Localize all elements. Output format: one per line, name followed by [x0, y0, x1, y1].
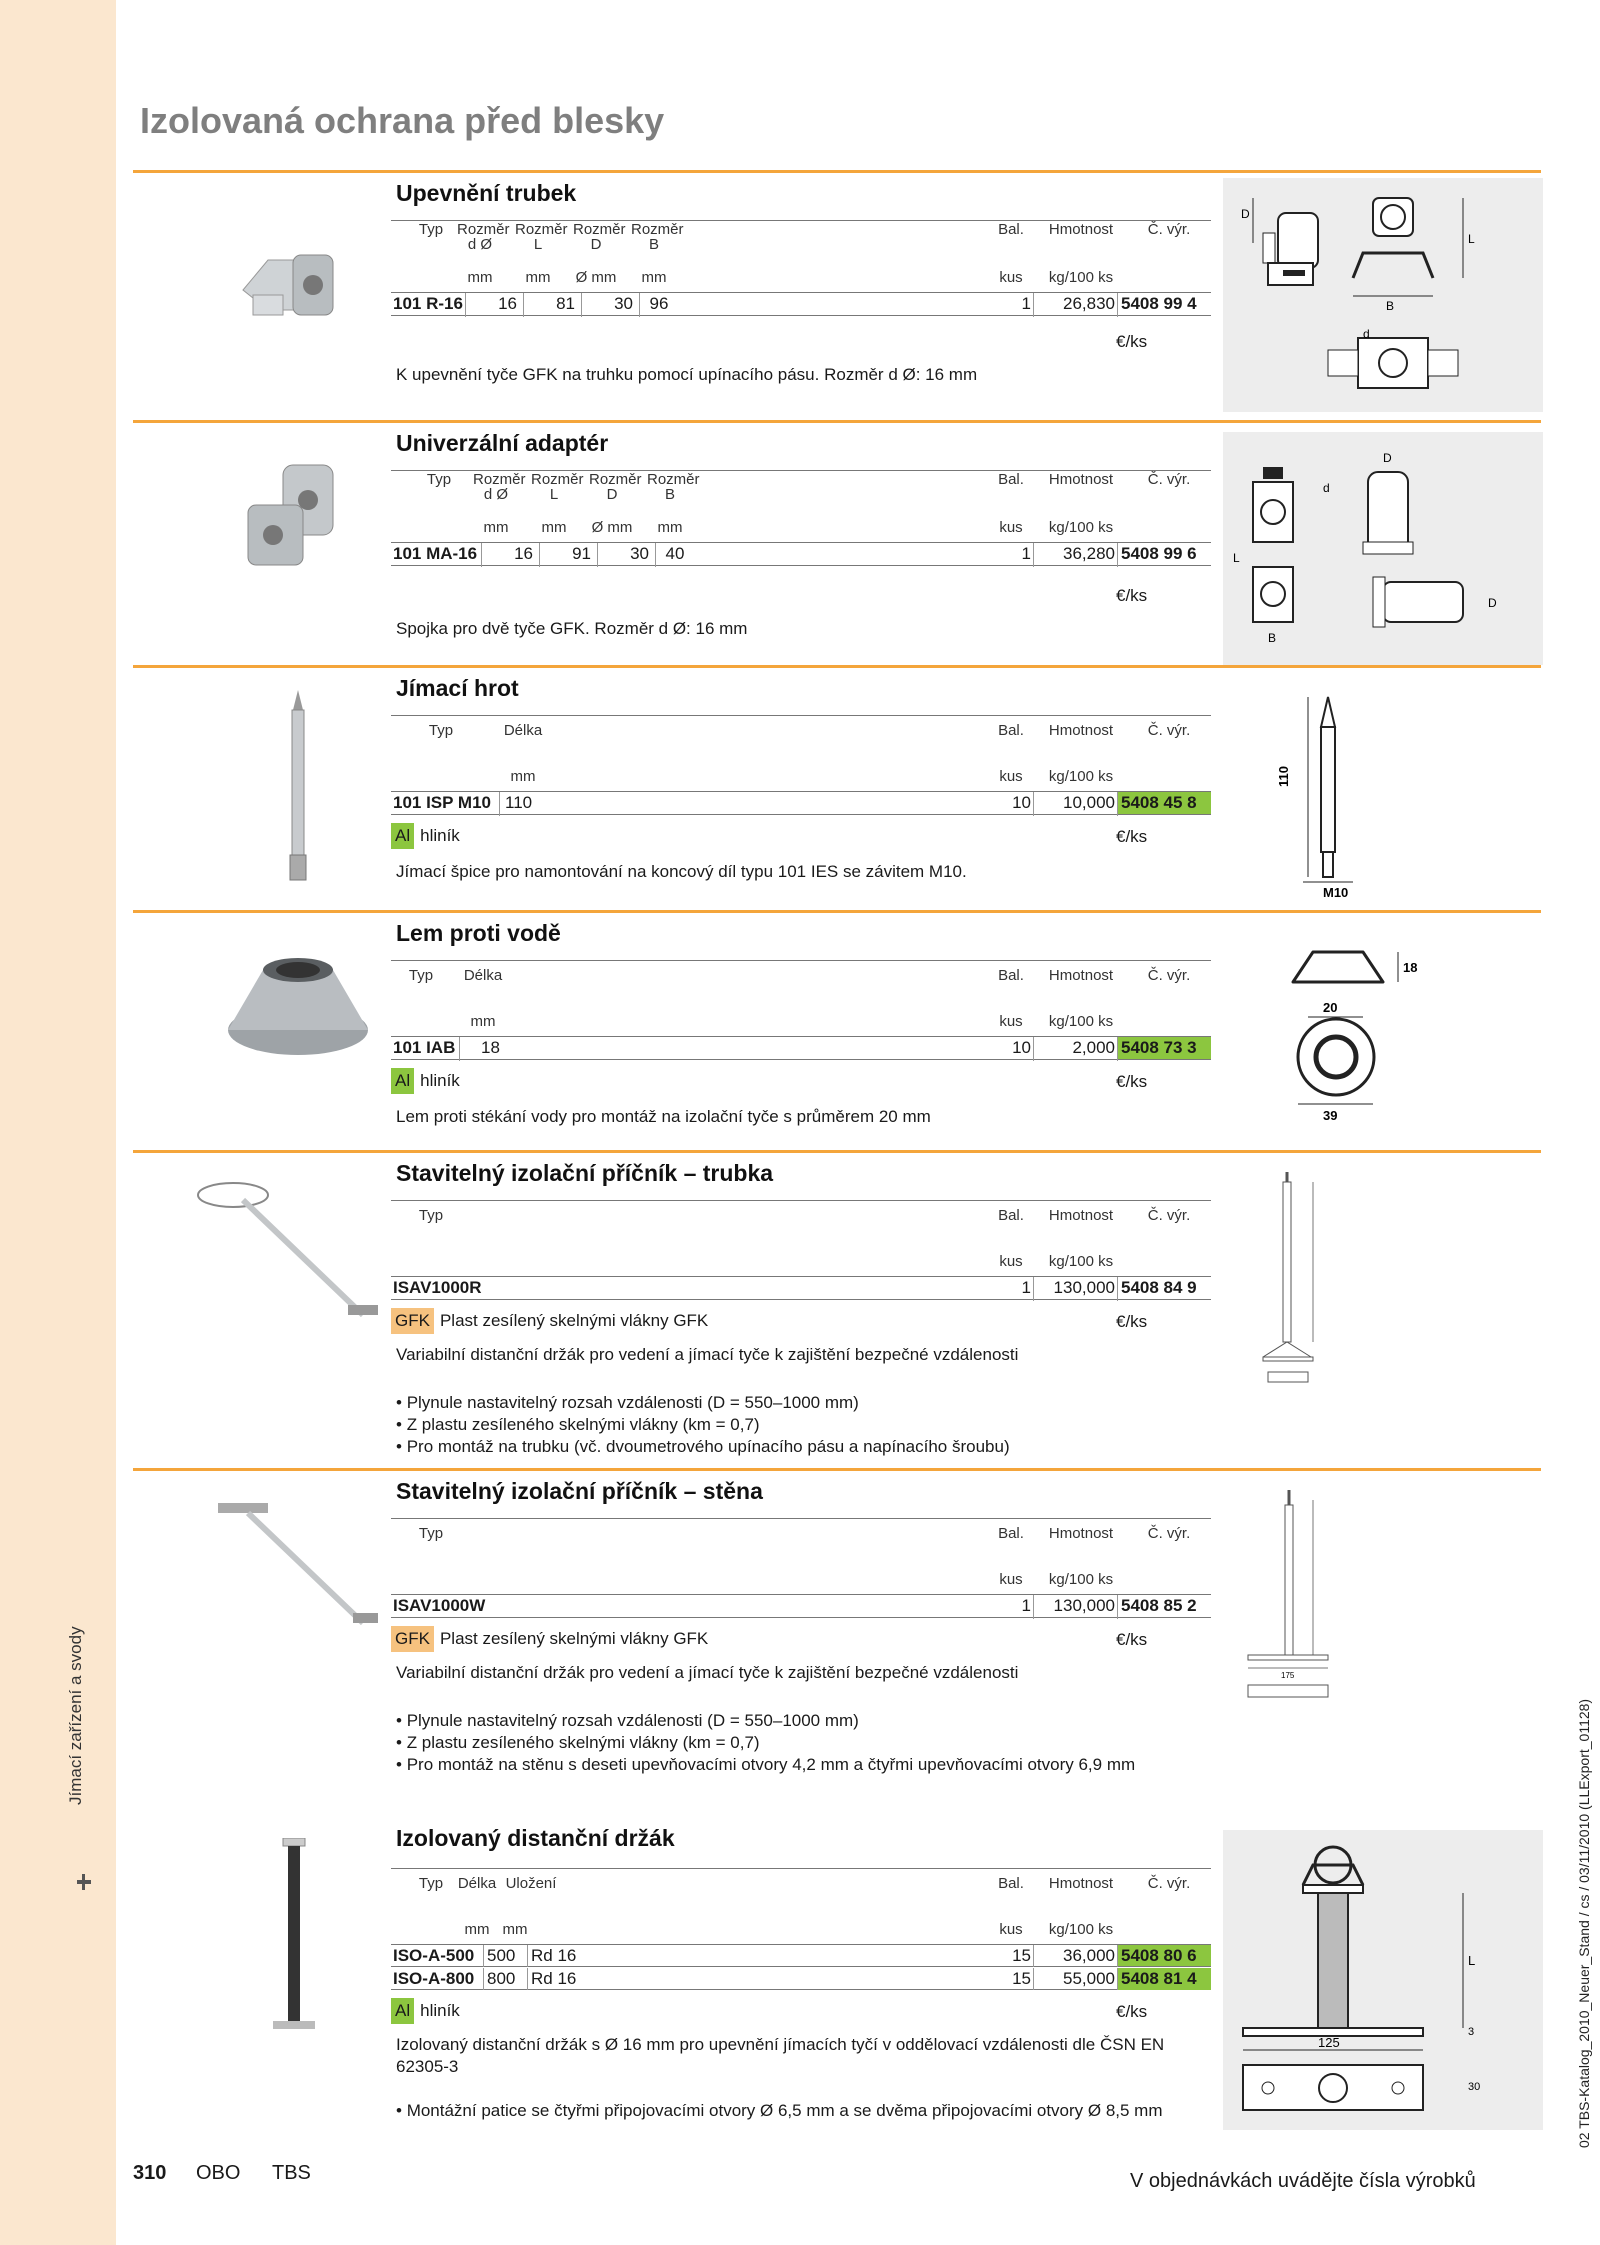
- technical-drawing: [1223, 677, 1543, 905]
- cell-pack: 10: [1012, 1038, 1031, 1057]
- cell-type: 101 R-16: [393, 294, 463, 313]
- section-title: Jímací hrot: [396, 675, 519, 701]
- cell-item-no: 5408 99 6: [1121, 544, 1197, 563]
- product-description: Variabilní distanční držák pro vedení a jímací tyče k zajištění bezpečné vzdálenosti: [396, 1345, 1019, 1364]
- section-title: Stavitelný izolační příčník – trubka: [396, 1160, 774, 1186]
- product-section-universal-adapter: [133, 420, 1541, 665]
- dim-label: 3: [1468, 2026, 1475, 2038]
- table-row: [391, 1968, 1211, 1990]
- cell-weight: 36,000: [1063, 1946, 1115, 1965]
- unit-weight: kg/100 ks: [1048, 1253, 1114, 1270]
- cell-pack: 1: [1021, 1278, 1031, 1297]
- material-name: Plast zesílený skelnými vlákny GFK: [439, 1629, 709, 1648]
- feature-item: • Pro montáž na stěnu s deseti upevňovacími otvory 4,2 mm a čtyřmi upevňovacími otvory 6,9 mm: [396, 1755, 1136, 1774]
- price-unit: €/ks: [1116, 332, 1148, 351]
- unit-mm: Ø mm: [575, 269, 617, 286]
- unit-mm: mm: [541, 519, 567, 536]
- price-unit: €/ks: [1116, 586, 1148, 605]
- dim-label: B: [1386, 299, 1395, 313]
- unit-kus: kus: [999, 1253, 1023, 1270]
- cell-width: 40: [665, 544, 685, 563]
- col-header-item-no: Č. výr.: [1147, 1875, 1191, 1892]
- dim-label: 175: [1281, 1671, 1295, 1680]
- col-header-type: Typ: [418, 221, 444, 238]
- col-header-weight: Hmotnost: [1048, 471, 1114, 488]
- unit-mm: Ø mm: [591, 519, 633, 536]
- unit-weight: kg/100 ks: [1048, 768, 1114, 785]
- dim-label: D: [1488, 596, 1497, 610]
- col-header-type: Typ: [418, 1207, 444, 1224]
- sidebar: [0, 0, 116, 2245]
- technical-drawing: [1223, 178, 1543, 412]
- col-header-pack: Bal.: [998, 722, 1024, 739]
- cell-item-no: 5408 84 9: [1121, 1278, 1197, 1297]
- dim-label: 110: [1276, 766, 1291, 787]
- product-section-spacer-wall: [133, 1468, 1541, 1798]
- table-row: [391, 1945, 1211, 1967]
- cell-weight: 130,000: [1053, 1596, 1115, 1615]
- section-title: Univerzální adaptér: [396, 430, 609, 456]
- section-divider: [133, 420, 1541, 423]
- cell-pack: 1: [1021, 294, 1031, 313]
- col-sep: [1117, 293, 1118, 317]
- col-header-pack: Bal.: [998, 967, 1024, 984]
- section-divider: [133, 910, 1541, 913]
- table-row: [391, 1594, 1211, 1618]
- cell-pack: 15: [1012, 1946, 1031, 1965]
- dim-label: d: [1363, 327, 1370, 341]
- material-name: hliník: [420, 2001, 460, 2020]
- unit-mm: mm: [467, 269, 493, 286]
- unit-weight: kg/100 ks: [1048, 519, 1114, 536]
- feature-item: • Pro montáž na trubku (vč. dvoumetrového upínacího pásu a napínacího šroubu): [396, 1437, 1010, 1456]
- cell-item-no: 5408 80 6: [1118, 1945, 1211, 1966]
- unit-kus: kus: [999, 1571, 1023, 1588]
- dim-label: L: [1233, 551, 1240, 565]
- product-photo: [173, 1488, 403, 1638]
- feature-item: • Montážní patice se čtyřmi připojovacími otvory Ø 6,5 mm a se dvěma připojovacími otvory Ø 8,5 mm: [396, 2101, 1163, 2120]
- col-header-outer-dia: Rozměr D: [573, 221, 626, 253]
- table-row: [391, 542, 1211, 566]
- dim-label: L: [1468, 232, 1475, 246]
- col-sep: [1117, 543, 1118, 567]
- col-header-width: Rozměr B: [631, 221, 684, 253]
- col-sep: [1117, 1277, 1118, 1301]
- table-line: [391, 1518, 1211, 1519]
- col-header-outer-dia: Rozměr D: [589, 471, 642, 503]
- product-section-air-terminal: [133, 665, 1541, 910]
- price-unit: €/ks: [1116, 2002, 1148, 2021]
- cell-pack: 1: [1021, 1596, 1031, 1615]
- dim-label: 30: [1468, 2081, 1481, 2093]
- col-header-pack: Bal.: [998, 1875, 1024, 1892]
- unit-mm: mm: [510, 768, 536, 785]
- section-divider: [133, 1150, 1541, 1153]
- col-header-item-no: Č. výr.: [1147, 1207, 1191, 1224]
- unit-mm: mm: [525, 269, 551, 286]
- feature-item: • Plynule nastavitelný rozsah vzdálenosti (D = 550–1000 mm): [396, 1711, 859, 1730]
- material-code: Al: [391, 1068, 414, 1094]
- cell-item-no: 5408 45 8: [1118, 792, 1211, 814]
- cell-length: 81: [556, 294, 575, 313]
- table-line: [391, 1200, 1211, 1201]
- unit-mm: mm: [657, 519, 683, 536]
- material-code: GFK: [391, 1626, 434, 1652]
- product-section-pipe-clamp: [133, 170, 1541, 412]
- sidebar-chapter-label: Jímací zařízení a svody: [66, 1626, 85, 1805]
- cell-type: ISO-A-800: [393, 1969, 475, 1988]
- product-description: Izolovaný distanční držák s Ø 16 mm pro upevnění jímacích tyčí v oddělovací vzdálenosti dle ČSN EN 62305-3: [396, 2035, 1165, 2076]
- cell-item-no: 5408 85 2: [1121, 1596, 1197, 1615]
- product-photo: [173, 200, 403, 350]
- col-header-weight: Hmotnost: [1048, 967, 1114, 984]
- material-name: Plast zesílený skelnými vlákny GFK: [439, 1311, 709, 1330]
- col-header-pack: Bal.: [998, 1525, 1024, 1542]
- col-header-type: Typ: [408, 967, 434, 984]
- col-header-item-no: Č. výr.: [1147, 221, 1191, 238]
- table-row: [391, 292, 1211, 316]
- product-photo: [173, 1165, 403, 1335]
- unit-mm: mm: [641, 269, 667, 286]
- col-header-length: Délka: [463, 967, 503, 984]
- col-header-weight: Hmotnost: [1048, 722, 1114, 739]
- cell-item-no: 5408 99 4: [1121, 294, 1197, 313]
- unit-weight: kg/100 ks: [1048, 269, 1114, 286]
- col-sep: [483, 1945, 484, 1967]
- product-photo: [173, 685, 403, 885]
- footer-note: V objednávkách uvádějte čísla výrobků: [1130, 2170, 1476, 2192]
- col-sep: [499, 792, 500, 816]
- product-photo: [173, 1838, 403, 2033]
- cell-outer-dia: 30: [614, 294, 633, 313]
- col-header-width: Rozměr B: [647, 471, 700, 503]
- col-header-item-no: Č. výr.: [1147, 722, 1191, 739]
- technical-drawing: [1223, 1480, 1543, 1750]
- material-row: [391, 1068, 460, 1094]
- unit-weight: kg/100 ks: [1048, 1571, 1114, 1588]
- material-name: hliník: [420, 1071, 460, 1090]
- product-section-insulated-holder: [133, 1798, 1541, 2148]
- product-description: Jímací špice pro namontování na koncový díl typu 101 IES se závitem M10.: [396, 862, 967, 881]
- material-row: [391, 823, 460, 849]
- table-line: [391, 960, 1211, 961]
- material-name: hliník: [420, 826, 460, 845]
- cell-weight: 26,830: [1063, 294, 1115, 313]
- col-sep: [527, 1945, 528, 1967]
- table-line: [391, 715, 1211, 716]
- cell-diameter: 16: [514, 544, 533, 563]
- col-header-item-no: Č. výr.: [1147, 471, 1191, 488]
- feature-list: [396, 1392, 1346, 1458]
- brand-label: OBO: [196, 2162, 241, 2184]
- material-code: GFK: [391, 1308, 434, 1334]
- cell-length: 91: [572, 544, 591, 563]
- section-title: Upevnění trubek: [396, 180, 577, 206]
- table-row: [391, 1276, 1211, 1300]
- product-description: Spojka pro dvě tyče GFK. Rozměr d Ø: 16 mm: [396, 619, 748, 638]
- col-header-pack: Bal.: [998, 221, 1024, 238]
- section-title: Lem proti vodě: [396, 920, 561, 946]
- cell-weight: 2,000: [1072, 1038, 1115, 1057]
- cell-type: ISO-A-500: [393, 1946, 475, 1965]
- dim-label: B: [1268, 631, 1277, 645]
- cell-pack: 15: [1012, 1969, 1031, 1988]
- table-line: [391, 1868, 1211, 1869]
- product-section-spacer-pipe: [133, 1150, 1541, 1468]
- catalog-export-id: 02 TBS-Katalog_2010_Neuer_Stand / cs / 03/11/2010 (LLExport_01128): [1576, 1698, 1592, 2148]
- unit-kus: kus: [999, 1921, 1023, 1938]
- unit-kus: kus: [999, 768, 1023, 785]
- dim-label: D: [1383, 451, 1392, 465]
- product-photo: [173, 940, 403, 1070]
- table-row: [391, 1036, 1211, 1060]
- col-header-item-no: Č. výr.: [1147, 1525, 1191, 1542]
- cell-length: 18: [481, 1038, 500, 1057]
- cell-item-no: 5408 81 4: [1118, 1968, 1211, 1990]
- unit-kus: kus: [999, 1013, 1023, 1030]
- unit-mm: mm: [483, 519, 509, 536]
- feature-list: [396, 1710, 1346, 1776]
- product-section-rain-collar: [133, 910, 1541, 1150]
- col-header-type: Typ: [426, 471, 452, 488]
- unit-mm: mm: [464, 1921, 490, 1938]
- col-header-weight: Hmotnost: [1048, 1875, 1114, 1892]
- table-body: [391, 1944, 1211, 1990]
- col-header-mount: Uložení: [505, 1875, 557, 1892]
- product-photo: [173, 445, 403, 595]
- col-header-length: Délka: [457, 1875, 497, 1892]
- col-header-item-no: Č. výr.: [1147, 967, 1191, 984]
- unit-weight: kg/100 ks: [1048, 1921, 1114, 1938]
- col-header-weight: Hmotnost: [1048, 1525, 1114, 1542]
- cell-weight: 10,000: [1063, 793, 1115, 812]
- unit-mm: mm: [470, 1013, 496, 1030]
- technical-drawing: [1223, 432, 1543, 665]
- page-number: 310: [133, 2162, 167, 2184]
- dim-label: 20: [1323, 1000, 1338, 1015]
- col-header-length: Délka: [503, 722, 543, 739]
- dim-label: 125: [1318, 2035, 1340, 2050]
- cell-diameter: 16: [498, 294, 517, 313]
- col-header-type: Typ: [418, 1525, 444, 1542]
- col-header-pack: Bal.: [998, 471, 1024, 488]
- dim-label: 39: [1323, 1108, 1338, 1123]
- cell-mount: Rd 16: [531, 1969, 577, 1988]
- cell-weight: 130,000: [1053, 1278, 1115, 1297]
- unit-kus: kus: [999, 519, 1023, 536]
- col-header-pack: Bal.: [998, 1207, 1024, 1224]
- cell-type: 101 ISP M10: [393, 793, 491, 812]
- col-sep: [527, 1968, 528, 1990]
- col-sep: [459, 1037, 460, 1061]
- cell-outer-dia: 30: [630, 544, 649, 563]
- price-unit: €/ks: [1116, 1312, 1148, 1331]
- col-header-type: Typ: [428, 722, 454, 739]
- cell-type: 101 IAB: [393, 1038, 456, 1057]
- cell-type: ISAV1000R: [393, 1278, 482, 1297]
- feature-list: [396, 2100, 1196, 2122]
- dim-label: 18: [1403, 960, 1418, 975]
- unit-mm: mm: [502, 1921, 528, 1938]
- dim-label: M10: [1323, 885, 1349, 900]
- dim-label: d: [1323, 481, 1330, 495]
- price-unit: €/ks: [1116, 1072, 1148, 1091]
- col-header-weight: Hmotnost: [1048, 221, 1114, 238]
- col-header-diameter: Rozměr d Ø: [457, 221, 510, 253]
- col-sep: [1117, 1595, 1118, 1619]
- material-code: Al: [391, 823, 414, 849]
- col-header-diameter: Rozměr d Ø: [473, 471, 526, 503]
- technical-drawing: [1223, 1162, 1543, 1422]
- material-row: [391, 1308, 708, 1334]
- material-row: [391, 1626, 708, 1652]
- cell-mount: Rd 16: [531, 1946, 577, 1965]
- section-title: Izolovaný distanční držák: [396, 1825, 675, 1851]
- table-line: [391, 470, 1211, 471]
- cell-length: 800: [487, 1969, 516, 1988]
- cell-pack: 10: [1012, 793, 1031, 812]
- section-divider: [133, 665, 1541, 668]
- product-description: Variabilní distanční držák pro vedení a jímací tyče k zajištění bezpečné vzdálenosti: [396, 1663, 1019, 1682]
- cell-length: 110: [505, 793, 533, 812]
- cell-width: 96: [649, 294, 669, 313]
- feature-item: • Z plastu zesíleného skelnými vlákny (km = 0,7): [396, 1733, 760, 1752]
- cell-item-no: 5408 73 3: [1118, 1037, 1211, 1059]
- table-line: [391, 220, 1211, 221]
- price-unit: €/ks: [1116, 827, 1148, 846]
- cell-length: 500: [487, 1946, 516, 1965]
- unit-kus: kus: [999, 269, 1023, 286]
- cell-type: ISAV1000W: [393, 1596, 486, 1615]
- col-header-length: Rozměr L: [531, 471, 584, 503]
- section-divider: [133, 1468, 1541, 1471]
- page-title: Izolovaná ochrana před blesky: [140, 100, 665, 141]
- dim-label: L: [1468, 1953, 1476, 1968]
- product-description: K upevnění tyče GFK na truhku pomocí upínacího pásu. Rozměr d Ø: 16 mm: [396, 365, 978, 384]
- section-divider: [133, 170, 1541, 173]
- material-code: Al: [391, 1998, 414, 2024]
- technical-drawing: [1223, 922, 1543, 1142]
- feature-item: • Plynule nastavitelný rozsah vzdálenosti (D = 550–1000 mm): [396, 1393, 859, 1412]
- lightning-rod-icon: [76, 1874, 92, 1890]
- col-header-length: Rozměr L: [515, 221, 568, 253]
- cell-type: 101 MA-16: [393, 544, 478, 563]
- col-sep: [483, 1968, 484, 1990]
- col-header-type: Typ: [418, 1875, 444, 1892]
- table-row: [391, 791, 1211, 815]
- col-header-weight: Hmotnost: [1048, 1207, 1114, 1224]
- section-title: Stavitelný izolační příčník – stěna: [396, 1478, 763, 1504]
- catalog-label: TBS: [272, 2162, 311, 2184]
- cell-weight: 55,000: [1063, 1969, 1115, 1988]
- dim-label: D: [1241, 207, 1250, 221]
- technical-drawing: [1223, 1830, 1543, 2130]
- material-row: [391, 1998, 460, 2024]
- cell-weight: 36,280: [1063, 544, 1115, 563]
- unit-weight: kg/100 ks: [1048, 1013, 1114, 1030]
- price-unit: €/ks: [1116, 1630, 1148, 1649]
- cell-pack: 1: [1021, 544, 1031, 563]
- feature-item: • Z plastu zesíleného skelnými vlákny (km = 0,7): [396, 1415, 760, 1434]
- product-description: Lem proti stékání vody pro montáž na izolační tyče s průměrem 20 mm: [396, 1107, 931, 1126]
